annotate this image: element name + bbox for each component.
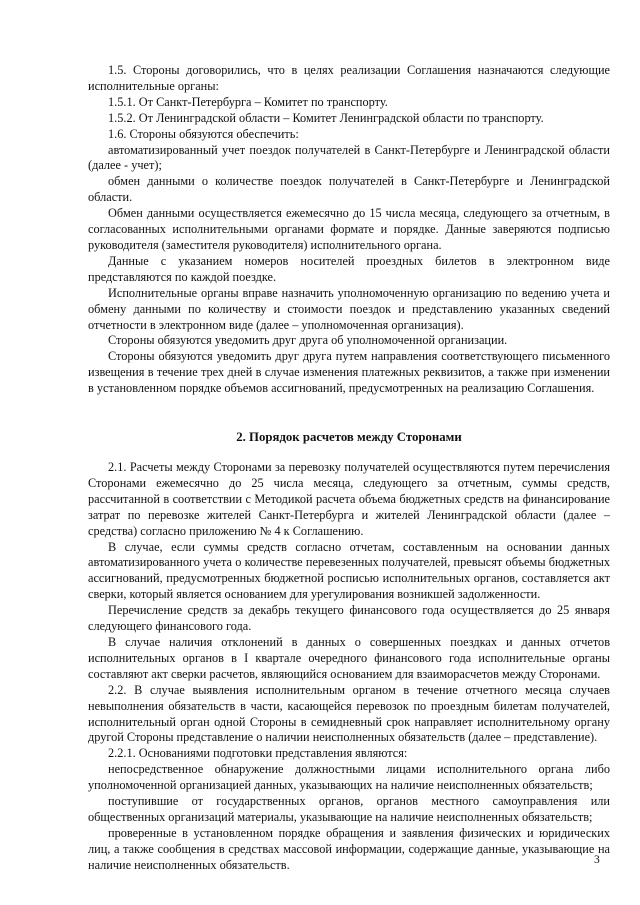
paragraph-data-exchange: обмен данными о количестве поездок получателей в Санкт-Петербурге и Ленинградской области. bbox=[88, 174, 610, 205]
paragraph-appeals: проверенные в установленном порядке обращения и заявления физических и юридических лиц, а также сообщения в средствах массовой информации, содержащие данные, указывающие на наличие неисполненных обязательств. bbox=[88, 825, 610, 872]
paragraph-2-1: 2.1. Расчеты между Сторонами за перевозку получателей осуществляются путем перечисления Сторонами ежемесячно до 25 числа месяца, следующего за отчетным, суммы средств, рассчитанной в соответствии с Методикой расчета объема бюджетных средств на финансирование затрат по перевозке жителей Санкт-Петербурга и жителей Ленинградской области (далее – средства) согласно приложению № 4 к Соглашению. bbox=[88, 460, 610, 538]
paragraph-1-6: 1.6. Стороны обязуются обеспечить: bbox=[108, 126, 299, 141]
paragraph-notify-change: Стороны обязуются уведомить друг друга путем направления соответствующего письменного извещения в течение трех дней в случае изменения платежных реквизитов, а также при изменении в установленном порядке объемов ассигнований, предусмотренных на реализацию Соглашения. bbox=[88, 349, 610, 396]
section-2-text bbox=[88, 460, 610, 874]
paragraph-1-5-2: 1.5.2. От Ленинградской области – Комитет Ленинградской области по транспорту. bbox=[108, 110, 544, 125]
paragraph-auto-accounting: автоматизированный учет поездок получателей в Санкт-Петербурге и Ленинградской области (далее - учет); bbox=[88, 142, 610, 173]
paragraph-direct-detection: непосредственное обнаружение должностными лицами исполнительного органа либо уполномоченной организацией данных, указывающих на наличие неисполненных обязательств; bbox=[88, 762, 610, 793]
paragraph-notify-org: Стороны обязуются уведомить друг друга об уполномоченной организации. bbox=[108, 333, 508, 348]
paragraph-1-5: 1.5. Стороны договорились, что в целях реализации Соглашения назначаются следующие исполнительные органы: bbox=[88, 63, 610, 93]
paragraph-excess: В случае, если суммы средств согласно отчетам, составленным на основании данных автоматизированного учета о количестве перевезенных получателей, превысят объемы бюджетных ассигнований, предусмотренных бюджетной росписью исполнительных органов, составляется акт сверки, который является основанием для урегулирования возникшей задолженности. bbox=[88, 539, 610, 602]
section-1-text bbox=[88, 63, 610, 397]
section-2-heading: 2. Порядок расчетов между Сторонами bbox=[236, 430, 462, 444]
paragraph-december: Перечисление средств за декабрь текущего финансового года осуществляется до 25 января следующего финансового года. bbox=[88, 603, 610, 634]
paragraph-monthly-exchange: Обмен данными осуществляется ежемесячно до 15 числа месяца, следующего за отчетным, в согласованных исполнительными органами формате и порядке. Данные заверяются подписью руководителя (заместителя руководителя) исполнительного органа. bbox=[88, 206, 610, 252]
page-number: 3 bbox=[594, 854, 600, 866]
paragraph-received-materials: поступившие от государственных органов, органов местного самоуправления или общественных организаций материалы, указывающие на наличие неисполненных обязательств; bbox=[88, 794, 610, 824]
paragraph-deviation: В случае наличия отклонений в данных о совершенных поездках и данных отчетов исполнительных органов в I квартале очередного финансового года исполнительные органы составляют акт сверки расчетов, являющийся основанием для взаиморасчетов между Сторонами. bbox=[88, 634, 610, 681]
paragraph-2-2-1: 2.2.1. Основаниями подготовки представления являются: bbox=[108, 746, 408, 761]
paragraph-1-5-1: 1.5.1. От Санкт-Петербурга – Комитет по транспорту. bbox=[108, 94, 388, 109]
paragraph-ticket-data: Данные с указанием номеров носителей проездных билетов в электронном виде представляются по каждой поездке. bbox=[88, 253, 610, 284]
paragraph-2-2: 2.2. В случае выявления исполнительным органом в течение отчетного месяца случаев невыполнения обязательств в части, касающейся перевозок по проездным билетам получателей, исполнительный орган одной Стороны в семидневный срок направляет исполнительному органу другой Стороны представление о наличии неисполненных обязательств (далее – представление). bbox=[88, 682, 610, 745]
paragraph-authorized-org: Исполнительные органы вправе назначить уполномоченную организацию по ведению учета и обмену данными по количеству и стоимости поездок и представлению указанных сведений отчетности в электронном виде (далее – уполномоченная организация). bbox=[88, 285, 610, 332]
